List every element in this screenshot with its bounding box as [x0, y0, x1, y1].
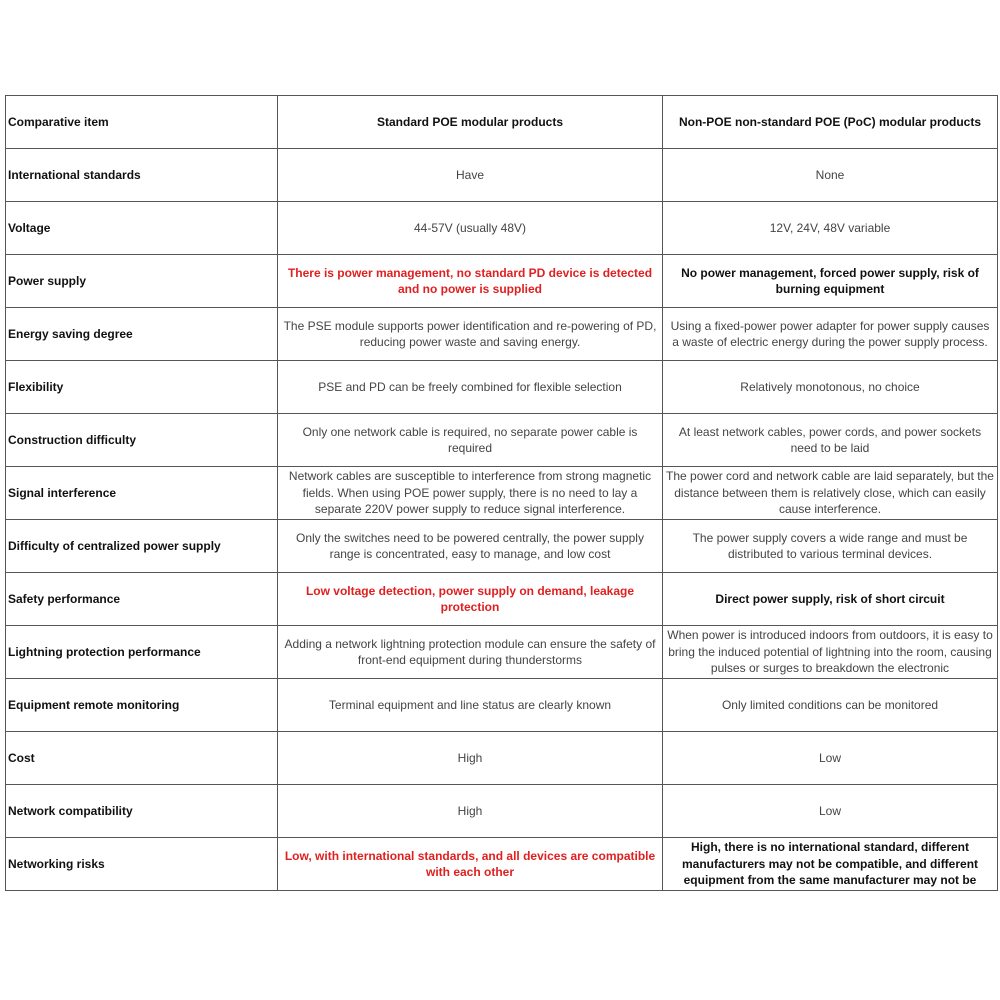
row-item-label: Difficulty of centralized power supply [6, 520, 278, 573]
nonstandard-value: Using a fixed-power power adapter for power supply causes a waste of electric energy during the power supply process. [663, 308, 998, 361]
table-row [6, 467, 998, 520]
standard-value-highlighted: Low voltage detection, power supply on demand, leakage protection [278, 573, 663, 626]
table-row [6, 361, 998, 414]
standard-value: Terminal equipment and line status are clearly known [278, 679, 663, 732]
table-row [6, 202, 998, 255]
row-item-label: Equipment remote monitoring [6, 679, 278, 732]
nonstandard-value-bold: No power management, forced power supply, risk of burning equipment [663, 255, 998, 308]
nonstandard-value: The power cord and network cable are laid separately, but the distance between them is relatively close, which can easily cause interference. [663, 467, 998, 520]
row-item-label: Flexibility [6, 361, 278, 414]
row-item-label: Energy saving degree [6, 308, 278, 361]
table-header-row [6, 96, 998, 149]
standard-value: The PSE module supports power identification and re-powering of PD, reducing power waste and saving energy. [278, 308, 663, 361]
nonstandard-value: The power supply covers a wide range and must be distributed to various terminal devices. [663, 520, 998, 573]
standard-value: Network cables are susceptible to interference from strong magnetic fields. When using POE power supply, there is no need to lay a separate 220V power supply to reduce signal interference. [278, 467, 663, 520]
nonstandard-value: Only limited conditions can be monitored [663, 679, 998, 732]
table-row [6, 679, 998, 732]
standard-value-highlighted: There is power management, no standard PD device is detected and no power is supplied [278, 255, 663, 308]
table-row [6, 732, 998, 785]
nonstandard-value-bold: Direct power supply, risk of short circuit [663, 573, 998, 626]
row-item-label: Signal interference [6, 467, 278, 520]
table-row [6, 414, 998, 467]
nonstandard-value: Low [663, 785, 998, 838]
row-item-label: Networking risks [6, 838, 278, 891]
table-row [6, 626, 998, 679]
nonstandard-value: 12V, 24V, 48V variable [663, 202, 998, 255]
row-item-label: Construction difficulty [6, 414, 278, 467]
nonstandard-value: Low [663, 732, 998, 785]
table-row [6, 573, 998, 626]
standard-value: High [278, 785, 663, 838]
standard-value: Only one network cable is required, no separate power cable is required [278, 414, 663, 467]
nonstandard-value: None [663, 149, 998, 202]
table-row [6, 149, 998, 202]
row-item-label: Power supply [6, 255, 278, 308]
comparison-table-wrapper [5, 95, 997, 891]
row-item-label: Cost [6, 732, 278, 785]
header-comparative-item: Comparative item [6, 96, 278, 149]
standard-value: 44-57V (usually 48V) [278, 202, 663, 255]
nonstandard-value: When power is introduced indoors from outdoors, it is easy to bring the induced potential of lightning into the room, causing pulses or surges to breakdown the electronic [667, 628, 993, 676]
row-item-label: Voltage [6, 202, 278, 255]
table-row [6, 838, 998, 891]
header-non-standard-poe: Non-POE non-standard POE (PoC) modular products [663, 96, 998, 149]
standard-value-highlighted: Low, with international standards, and all devices are compatible with each other [278, 838, 663, 891]
row-item-label: International standards [6, 149, 278, 202]
standard-value: Only the switches need to be powered centrally, the power supply range is concentrated, easy to manage, and low cost [278, 520, 663, 573]
header-standard-poe: Standard POE modular products [278, 96, 663, 149]
nonstandard-value: At least network cables, power cords, and power sockets need to be laid [663, 414, 998, 467]
standard-value: High [278, 732, 663, 785]
standard-value: Have [278, 149, 663, 202]
table-row [6, 255, 998, 308]
nonstandard-value-bold: High, there is no international standard, different manufacturers may not be compatible, and different equipment from the same manufacturer may not be [681, 840, 979, 888]
row-item-label: Lightning protection performance [6, 626, 278, 679]
nonstandard-value: Relatively monotonous, no choice [663, 361, 998, 414]
table-row [6, 520, 998, 573]
standard-value: Adding a network lightning protection module can ensure the safety of front-end equipment during thunderstorms [278, 626, 663, 679]
row-item-label: Safety performance [6, 573, 278, 626]
row-item-label: Network compatibility [6, 785, 278, 838]
standard-value: PSE and PD can be freely combined for flexible selection [278, 361, 663, 414]
comparison-table [5, 95, 998, 891]
table-row [6, 308, 998, 361]
table-row [6, 785, 998, 838]
